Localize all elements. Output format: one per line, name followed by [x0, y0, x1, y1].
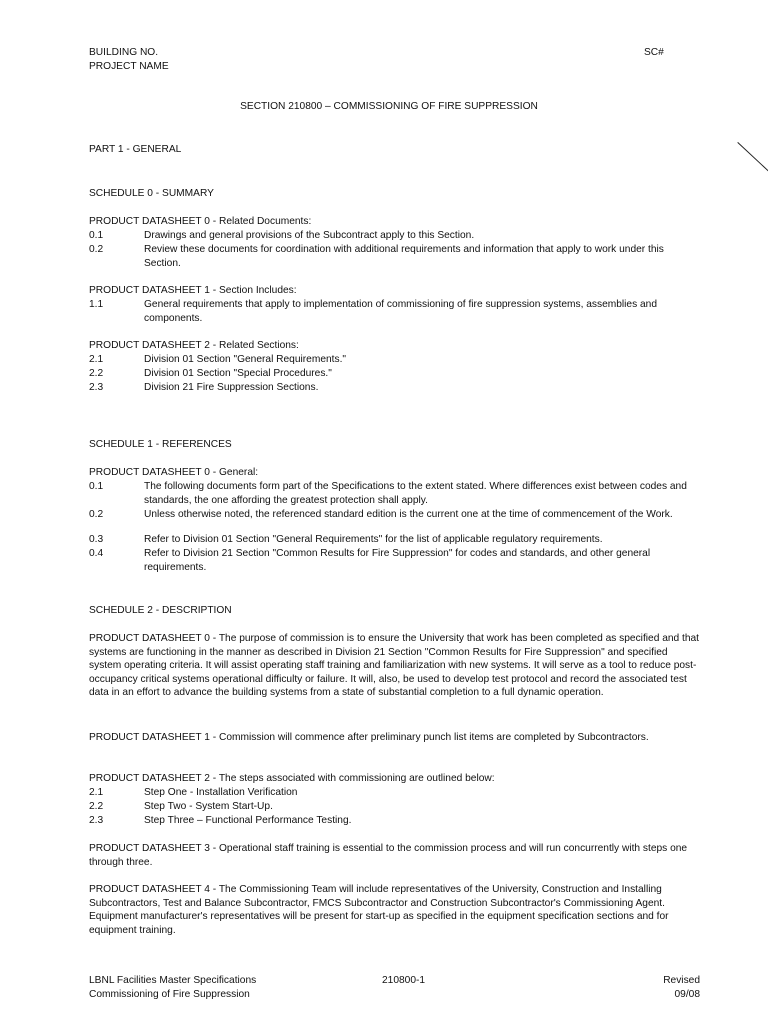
- sc-number: SC#: [644, 47, 664, 58]
- schedule-heading: SCHEDULE 2 - DESCRIPTION: [89, 605, 232, 616]
- item-number: 2.2: [89, 801, 104, 812]
- datasheet-heading: PRODUCT DATASHEET 1 - Section Includes:: [89, 285, 297, 296]
- datasheet-heading: PRODUCT DATASHEET 2 - Related Sections:: [89, 340, 299, 351]
- footer-revised-date: 09/08: [674, 989, 700, 1000]
- item-number: 2.2: [89, 368, 104, 379]
- datasheet-paragraph: PRODUCT DATASHEET 1 - Commission will commence after preliminary punch list items are completed by Subcontractors.: [89, 732, 649, 743]
- item-number: 1.1: [89, 299, 104, 310]
- item-number: 0.4: [89, 548, 104, 559]
- item-number: 0.1: [89, 230, 104, 241]
- datasheet-heading: PRODUCT DATASHEET 2 - The steps associated with commissioning are outlined below:: [89, 773, 495, 784]
- item-text: The following documents form part of the Specifications to the extent stated. Where differences exist between codes and standards, the one affording the greatest protection shall apply.: [144, 481, 687, 506]
- schedule-heading: SCHEDULE 0 - SUMMARY: [89, 188, 214, 199]
- item-text: Drawings and general provisions of the Subcontract apply to this Section.: [144, 230, 475, 241]
- datasheet-heading: PRODUCT DATASHEET 0 - Related Documents:: [89, 216, 312, 227]
- margin-mark: [737, 142, 768, 181]
- footer-section-name: Commissioning of Fire Suppression: [89, 989, 250, 1000]
- footer-spec-title: LBNL Facilities Master Specifications: [89, 975, 257, 986]
- item-text: Step Three – Functional Performance Testing.: [144, 815, 352, 826]
- item-text: Division 01 Section "Special Procedures.": [144, 368, 332, 379]
- item-text: Division 21 Fire Suppression Sections.: [144, 382, 319, 393]
- item-number: 0.1: [89, 481, 104, 492]
- datasheet-paragraph: PRODUCT DATASHEET 3 - Operational staff training is essential to the commission process and will run concurrently with steps one through three.: [89, 843, 688, 868]
- datasheet-paragraph: PRODUCT DATASHEET 0 - The purpose of commission is to ensure the University that work has been completed as specified and that systems are functioning in the manner as described in Division 21 Section "Common Results for Fire Suppression" and specified system operating criteria. It will assist operating staff training and familiarization with new systems. It will serve as a tool to reduce post-occupancy critical systems operational difficulty or failure. It will, also, be used to develop test protocol and record the associated test data in an effort to advance the building systems from a state of substantial completion to a full dynamic operation.: [89, 633, 700, 699]
- item-number: 0.2: [89, 244, 104, 255]
- building-number: BUILDING NO.: [89, 47, 159, 58]
- item-text: Step Two - System Start-Up.: [144, 801, 273, 812]
- item-text: General requirements that apply to implementation of commissioning of fire suppression systems, assemblies and components.: [144, 299, 658, 324]
- item-number: 0.3: [89, 534, 104, 545]
- item-text: Unless otherwise noted, the referenced standard edition is the current one at the time of commencement of the Work.: [144, 509, 673, 520]
- item-number: 2.1: [89, 787, 104, 798]
- part-heading: PART 1 - GENERAL: [89, 144, 182, 155]
- item-text: Review these documents for coordination with additional requirements and information that apply to work under this Section.: [144, 244, 664, 269]
- item-number: 0.2: [89, 509, 104, 520]
- section-title: SECTION 210800 – COMMISSIONING OF FIRE SUPPRESSION: [240, 101, 538, 112]
- item-number: 2.1: [89, 354, 104, 365]
- item-text: Step One - Installation Verification: [144, 787, 298, 798]
- item-text: Refer to Division 21 Section "Common Results for Fire Suppression" for codes and standards, and other general requirements.: [144, 548, 651, 573]
- item-text: Refer to Division 01 Section "General Requirements" for the list of applicable regulatory requirements.: [144, 534, 603, 545]
- footer-revised-label: Revised: [663, 975, 700, 986]
- datasheet-heading: PRODUCT DATASHEET 0 - General:: [89, 467, 259, 478]
- item-number: 2.3: [89, 815, 104, 826]
- project-name: PROJECT NAME: [89, 61, 169, 72]
- item-text: Division 01 Section "General Requirements.": [144, 354, 347, 365]
- footer-page-number: 210800-1: [382, 975, 426, 986]
- datasheet-paragraph: PRODUCT DATASHEET 4 - The Commissioning Team will include representatives of the University, Construction and Installing Subcontractors, Test and Balance Subcontractor, FMCS Subcontractor and Construction Subcontractor's Commissioning Agent. Equipment manufacturer's representatives will be present for start-up as specified in the equipment specification sections and for equipment training.: [89, 884, 669, 936]
- item-number: 2.3: [89, 382, 104, 393]
- schedule-heading: SCHEDULE 1 - REFERENCES: [89, 439, 232, 450]
